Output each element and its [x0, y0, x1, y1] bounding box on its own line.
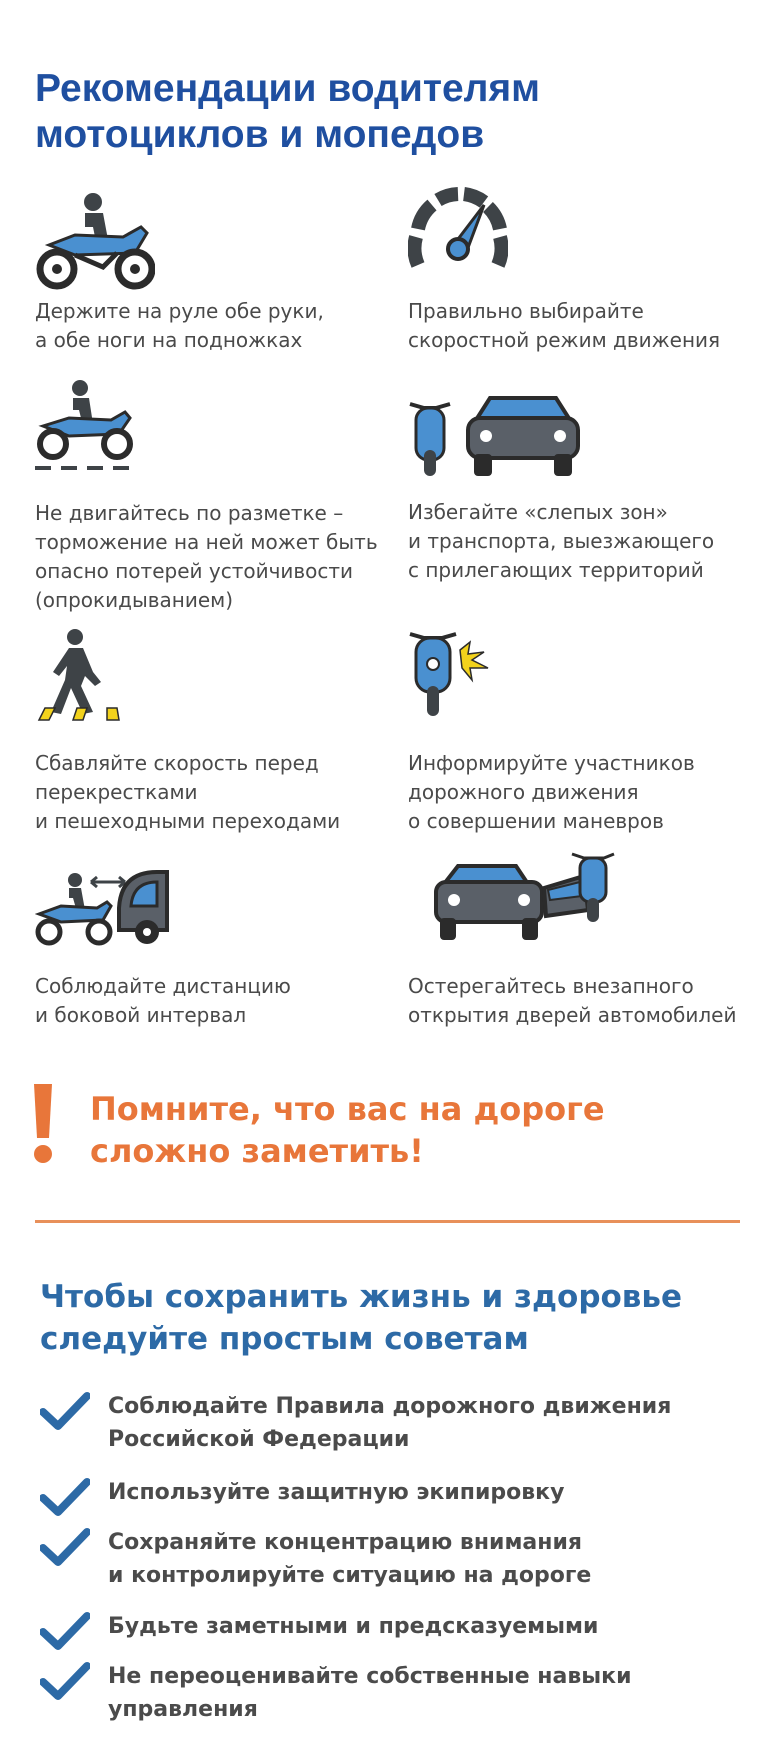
recommendation-7 [35, 870, 365, 1030]
recommendation-5-line-2: перекрестками [35, 780, 198, 804]
recommendation-8 [408, 850, 748, 1030]
car-door-opening-icon [408, 850, 618, 950]
tip-item-1-text [108, 1390, 671, 1456]
recommendation-1-line-2: а обе ноги на подножках [35, 328, 303, 352]
tip-item-3-line-2: и контролируйте ситуацию на дороге [108, 1563, 592, 1588]
checkmark-icon [40, 1662, 90, 1700]
recommendation-4 [408, 390, 738, 590]
recommendation-8-line-1: Остерегайтесь внезапного [408, 974, 694, 998]
warning-line-2: сложно заметить! [90, 1132, 424, 1170]
recommendation-1 [35, 187, 365, 362]
tips-title-line-1: Чтобы сохранить жизнь и здоровье [40, 1279, 683, 1315]
motorcycle-distance-icon [35, 870, 175, 950]
scooter-and-car-icon [408, 390, 588, 480]
recommendation-2-text [408, 297, 720, 355]
motorcycle-road-marking-icon [35, 378, 135, 473]
recommendation-1-text [35, 297, 324, 355]
recommendation-1-line-1: Держите на руле обе руки, [35, 299, 324, 323]
page-title-line-2: мотоциклов и мопедов [35, 113, 485, 156]
recommendation-5-line-1: Сбавляйте скорость перед [35, 751, 319, 775]
checkmark-icon [40, 1612, 90, 1650]
recommendation-3-line-3: опасно потерей устойчивости [35, 559, 354, 583]
recommendation-2 [408, 187, 738, 362]
recommendation-3 [35, 378, 378, 618]
tip-item-4-text [108, 1610, 598, 1643]
section-divider [35, 1220, 740, 1223]
recommendation-6-line-2: дорожного движения [408, 780, 639, 804]
recommendation-6-line-3: о совершении маневров [408, 809, 664, 833]
recommendation-4-text [408, 498, 714, 585]
recommendation-8-text [408, 972, 736, 1030]
recommendation-5 [35, 628, 365, 833]
exclamation-icon [30, 1082, 56, 1164]
recommendation-8-line-2: открытия дверей автомобилей [408, 1003, 737, 1027]
recommendation-2-line-2: скоростной режим движения [408, 328, 721, 352]
tip-item-3-text [108, 1526, 591, 1592]
recommendation-3-text [35, 499, 378, 615]
tip-item-1-line-2: Российской Федерации [108, 1427, 410, 1452]
checkmark-icon [40, 1478, 90, 1516]
recommendation-5-line-3: и пешеходными переходами [35, 809, 341, 833]
recommendation-7-line-2: и боковой интервал [35, 1003, 247, 1027]
pedestrian-crossing-icon [35, 628, 135, 723]
speedometer-icon [408, 187, 508, 277]
recommendation-3-line-2: торможение на ней может быть [35, 530, 378, 554]
tip-item-5-line-1: Не переоценивайте собственные навыки [108, 1664, 632, 1689]
recommendation-6-text [408, 749, 695, 836]
tip-item-2-line-1: Используйте защитную экипировку [108, 1480, 565, 1505]
tip-item-5-text [108, 1660, 632, 1726]
page-title-line-1: Рекомендации водителям [35, 67, 541, 110]
recommendation-5-text [35, 749, 340, 836]
scooter-signal-icon [408, 628, 508, 723]
recommendation-3-line-1: Не двигайтесь по разметке – [35, 501, 344, 525]
motorcyclist-icon [35, 187, 155, 292]
recommendation-2-line-1: Правильно выбирайте [408, 299, 644, 323]
page-title [35, 66, 735, 158]
recommendation-6 [408, 628, 738, 833]
warning-line-1: Помните, что вас на дороге [90, 1090, 605, 1128]
tips-title-line-2: следуйте простым советам [40, 1321, 529, 1357]
recommendation-7-text [35, 972, 291, 1030]
warning-message [90, 1088, 605, 1172]
tip-item-1-line-1: Соблюдайте Правила дорожного движения [108, 1394, 672, 1419]
recommendation-6-line-1: Информируйте участников [408, 751, 695, 775]
tips-title [40, 1276, 682, 1360]
tip-item-2-text [108, 1476, 564, 1509]
recommendation-7-line-1: Соблюдайте дистанцию [35, 974, 291, 998]
tip-item-3-line-1: Сохраняйте концентрацию внимания [108, 1530, 583, 1555]
recommendation-4-line-1: Избегайте «слепых зон» [408, 500, 668, 524]
recommendation-4-line-2: и транспорта, выезжающего [408, 529, 715, 553]
tip-item-4-line-1: Будьте заметными и предсказуемыми [108, 1614, 599, 1639]
tip-item-5-line-2: управления [108, 1697, 258, 1722]
checkmark-icon [40, 1392, 90, 1430]
recommendation-4-line-3: с прилегающих территорий [408, 558, 704, 582]
recommendation-3-line-4: (опрокидыванием) [35, 588, 234, 612]
checkmark-icon [40, 1528, 90, 1566]
